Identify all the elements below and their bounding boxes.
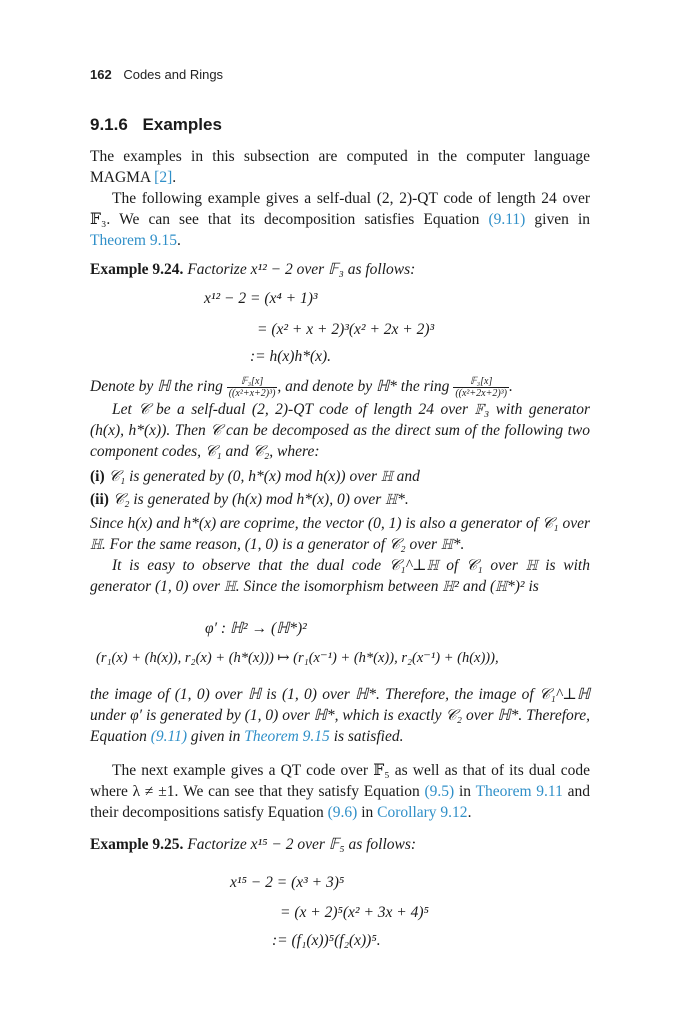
image-paragraph-block	[90, 684, 590, 747]
example-9-25-statement: Example 9.25. Factorize x¹⁵ − 2 over 𝔽₅ as follows:	[90, 836, 417, 853]
running-header	[90, 64, 223, 85]
theorem-link[interactable]: Theorem 9.15	[244, 728, 330, 745]
next-example-intro	[90, 760, 590, 823]
intro-paragraph-1: The examples in this subsection are computed in the computer language MAGMA [2].	[90, 148, 590, 186]
equation-line: x¹² − 2 = (x⁴ + 1)³	[204, 290, 318, 307]
theorem-link[interactable]: Theorem 9.11	[475, 783, 563, 800]
equation-link[interactable]: (9.11)	[150, 728, 188, 745]
denote-line: Denote by ℍ the ring $\frac{\text{𝔽₃[x]}}{\text{((x²+x+2)³)}}$ , and denote by ℍ* the ring $\frac{\text{𝔽₃[x]}}{\text{((x²+2x+2)³)}}$ .	[90, 376, 513, 399]
equation-link[interactable]: (9.5)	[424, 783, 455, 800]
list-item: (ii) 𝒞₂ is generated by (h(x) mod h*(x), 0) over ℍ*.	[90, 491, 409, 508]
equation-line: = (x² + x + 2)³(x² + 2x + 2)³	[257, 321, 435, 338]
dual-paragraph: It is easy to observe that the dual code 𝒞₁^⊥ℍ of 𝒞₁ over ℍ is with generator (1, 0) over ℍ. Since the isomorphism between ℍ² and (ℍ*)² is	[90, 557, 590, 595]
equation-link[interactable]: (9.6)	[327, 804, 358, 821]
next-paragraph: The next example gives a QT code over 𝔽₅ as well as that of its dual code where λ ≠ ±1. We can see that they satisfy Equation (9.5) in Theorem 9.11 and their decompositions satisfy Equation (9.6) in Corollary 9.12.	[90, 762, 591, 821]
section-heading	[90, 114, 222, 135]
equation-line: := (f₁(x))⁵(f₂(x))⁵.	[272, 932, 381, 949]
section-number: 9.1.6	[90, 115, 128, 134]
let-paragraph: Let 𝒞 be a self-dual (2, 2)-QT code of length 24 over 𝔽₃ with generator (h(x), h*(x)). Then 𝒞 can be decomposed as the direct sum of the following two component codes, 𝒞₁ and 𝒞₂, where:	[90, 401, 590, 460]
example-9-24-body	[90, 376, 590, 597]
fraction-ring-h-star: $\frac{\text{𝔽₃[x]}}{\text{((x²+2x+2)³)}}$	[455, 376, 508, 399]
equation-line: := h(x)h*(x).	[250, 348, 332, 365]
fraction-ring-h: $\frac{\text{𝔽₃[x]}}{\text{((x²+x+2)³)}}$	[228, 376, 276, 399]
section-title: Examples	[142, 115, 222, 134]
equation-line: = (x + 2)⁵(x² + 3x + 4)⁵	[280, 904, 429, 921]
page-number: 162	[90, 67, 112, 82]
image-paragraph: the image of (1, 0) over ℍ is (1, 0) over ℍ*. Therefore, the image of 𝒞₁^⊥ℍ under φ′ is generated by (1, 0) over ℍ*, which is exactly 𝒞₂ over ℍ*. Therefore, Equation (9.11) given in Theorem 9.15 is satisfied.	[90, 686, 590, 745]
example-label: Example 9.25.	[90, 836, 184, 853]
theorem-link[interactable]: Theorem 9.15	[90, 232, 177, 249]
map-definition: φ′ : ℍ² → (ℍ*)²	[205, 620, 307, 637]
example-9-24-statement: Example 9.24. Factorize x¹² − 2 over 𝔽₃ as follows:	[90, 261, 416, 278]
equation-link[interactable]: (9.11)	[488, 211, 526, 228]
list-item: (i) 𝒞₁ is generated by (0, h*(x) mod h(x)) over ℍ and	[90, 468, 420, 485]
intro-block	[90, 146, 590, 251]
map-formula: (r₁(x) + (h(x)), r₂(x) + (h*(x))) ↦ (r₁(x⁻¹) + (h*(x)), r₂(x⁻¹) + (h(x))),	[96, 650, 499, 666]
equation-line: x¹⁵ − 2 = (x³ + 3)⁵	[230, 874, 345, 891]
running-title: Codes and Rings	[123, 67, 224, 82]
intro-paragraph-2: The following example gives a self-dual (2, 2)-QT code of length 24 over 𝔽₃. We can see that its decomposition satisfies Equation (9.11) given in Theorem 9.15.	[90, 190, 591, 249]
since-paragraph: Since h(x) and h*(x) are coprime, the vector (0, 1) is also a generator of 𝒞₁ over ℍ. For the same reason, (1, 0) is a generator of 𝒞₂ over ℍ*.	[90, 515, 590, 553]
citation-link[interactable]: [2]	[154, 169, 173, 186]
example-label: Example 9.24.	[90, 261, 184, 278]
corollary-link[interactable]: Corollary 9.12	[377, 804, 468, 821]
